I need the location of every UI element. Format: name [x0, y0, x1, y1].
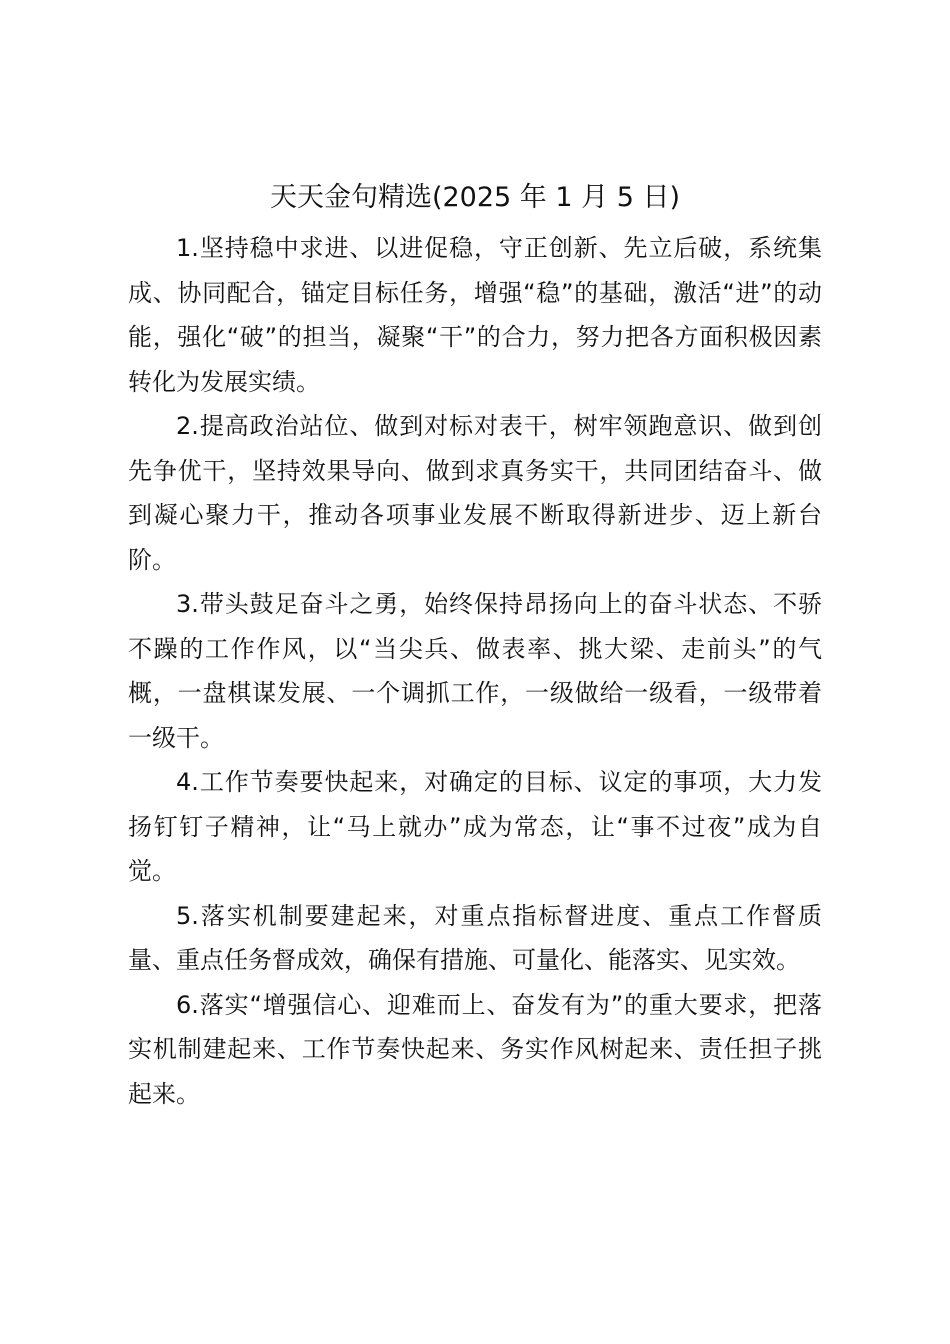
paragraph-4: 4.工作节奏要快起来，对确定的目标、议定的事项，大力发扬钉钉子精神，让“马上就办”成为常态，让“事不过夜”成为自觉。: [128, 768, 822, 885]
paragraph-5: 5.落实机制要建起来，对重点指标督进度、重点工作督质量、重点任务督成效，确保有措施、可量化、能落实、见实效。: [128, 901, 822, 974]
document-title: 天天金句精选(2025 年 1 月 5 日): [269, 182, 681, 213]
document-page: [128, 172, 822, 1116]
paragraph-6: 6.落实“增强信心、迎难而上、奋发有为”的重大要求，把落实机制建起来、工作节奏快起来、务实作风树起来、责任担子挑起来。: [128, 990, 822, 1108]
paragraph-1: 1.坚持稳中求进、以进促稳，守正创新、先立后破，系统集成、协同配合，锚定目标任务，增强“稳”的基础，激活“进”的动能，强化“破”的担当，凝聚“干”的合力，努力把各方面积极因素转化为发展实绩。: [128, 234, 822, 396]
paragraph-3: 3.带头鼓足奋斗之勇，始终保持昂扬向上的奋斗状态、不骄不躁的工作作风，以“当尖兵、做表率、挑大梁、走前头”的气概，一盘棋谋发展、一个调抓工作，一级做给一级看，一级带着一级干。: [128, 590, 822, 752]
paragraph-2: 2.提高政治站位、做到对标对表干，树牢领跑意识、做到创先争优干，坚持效果导向、做到求真务实干，共同团结奋斗、做到凝心聚力干，推动各项事业发展不断取得新进步、迈上新台阶。: [128, 412, 822, 574]
